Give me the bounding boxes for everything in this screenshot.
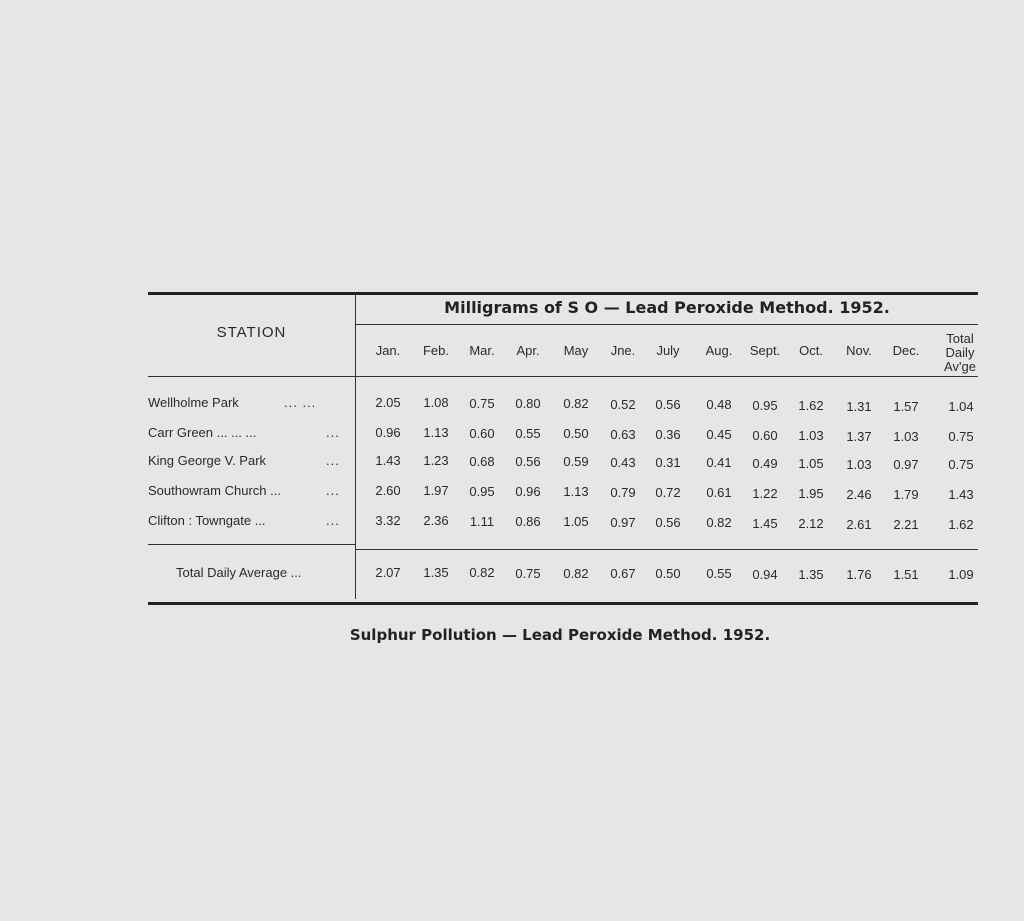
table-cell: 3.32: [375, 513, 401, 528]
row-total-cell: 0.75: [948, 429, 974, 444]
total-row-cell: 1.76: [846, 567, 872, 582]
table-title: Milligrams of S O — Lead Peroxide Method. 1952.: [444, 298, 890, 317]
table-cell: 0.79: [610, 484, 636, 500]
month-header: Nov.: [846, 343, 872, 358]
table-cell: 1.95: [798, 486, 824, 502]
total-row-cell: 0.94: [752, 566, 778, 582]
table-cell: 0.52: [610, 396, 636, 412]
header-rule: [148, 376, 978, 377]
table-top-rule: [148, 292, 978, 295]
total-row-cell: 0.55: [706, 566, 732, 582]
row-total-cell: 1.62: [948, 517, 974, 532]
table-cell: 1.13: [563, 484, 589, 500]
table-cell: 2.36: [423, 513, 449, 529]
month-header: Mar.: [469, 343, 495, 358]
total-rule-right: [356, 549, 978, 550]
station-name: Clifton : Towngate ...: [148, 513, 266, 528]
table-cell: 0.56: [655, 515, 681, 531]
table-cell: 0.95: [469, 483, 495, 499]
table-cell: 2.60: [375, 483, 401, 498]
table-cell: 2.46: [846, 486, 872, 502]
total-row-cell: 0.75: [515, 565, 541, 581]
table-cell: 2.05: [375, 395, 401, 410]
table-cell: 1.13: [423, 425, 449, 441]
table-cell: 0.56: [655, 397, 681, 413]
table-cell: 0.82: [706, 515, 732, 531]
station-name: Southowram Church ...: [148, 483, 281, 498]
total-row-cell: 2.07: [375, 565, 401, 580]
table-cell: 0.96: [375, 425, 401, 440]
total-row-cell: 1.35: [423, 565, 449, 581]
station-divider: [355, 295, 356, 599]
month-header: Sept.: [749, 343, 781, 358]
total-row-cell: 1.51: [893, 567, 919, 583]
total-row-cell: 0.67: [610, 566, 636, 581]
month-header: Apr.: [516, 343, 540, 358]
row-total-cell: 1.04: [948, 399, 974, 414]
station-header: STATION: [216, 324, 287, 341]
station-name: Wellholme Park: [148, 395, 239, 410]
table-cell: 0.31: [655, 455, 681, 471]
table-cell: 1.45: [752, 515, 778, 531]
table-cell: 0.59: [563, 454, 589, 470]
table-cell: 0.97: [893, 456, 919, 472]
total-header-line: Av'ge: [944, 359, 976, 374]
table-cell: 0.97: [610, 514, 636, 530]
table-cell: 1.05: [798, 456, 824, 472]
table-cell: 0.43: [610, 454, 636, 470]
month-header: July: [656, 343, 680, 358]
total-row-cell: 0.50: [655, 566, 681, 582]
table-cell: 0.48: [706, 397, 732, 413]
table-cell: 1.97: [423, 483, 449, 499]
leader-dots: ...: [326, 453, 340, 468]
leader-dots: ...: [326, 483, 340, 498]
month-header: Oct.: [799, 343, 823, 358]
leader-dots: ...: [326, 513, 340, 528]
table-cell: 0.56: [515, 454, 541, 470]
table-cell: 1.43: [375, 453, 401, 468]
leader-dots: ... ...: [284, 395, 317, 410]
table-cell: 0.49: [752, 455, 778, 471]
month-header: Jan.: [375, 343, 401, 358]
months-rule: [356, 324, 978, 325]
table-cell: 1.11: [469, 513, 495, 529]
month-header: Jne.: [610, 343, 636, 358]
station-name: King George V. Park: [148, 453, 267, 468]
total-row-cell: 0.82: [469, 565, 495, 581]
month-header: Dec.: [892, 343, 920, 358]
table-cell: 1.05: [563, 514, 589, 530]
leader-dots: ...: [326, 425, 340, 440]
table-cell: 0.68: [469, 453, 495, 469]
total-rule-left: [148, 544, 355, 545]
table-cell: 0.60: [752, 427, 778, 443]
grand-total-cell: 1.09: [948, 567, 974, 582]
table-caption: Sulphur Pollution — Lead Peroxide Method. 1952.: [349, 626, 771, 644]
table-cell: 1.22: [752, 485, 778, 501]
table-cell: 0.36: [655, 427, 681, 443]
total-header-line: Daily: [945, 345, 975, 360]
table-cell: 0.80: [515, 396, 541, 412]
table-cell: 1.03: [798, 428, 824, 444]
table-cell: 0.63: [610, 426, 636, 442]
station-name: Carr Green ... ... ...: [148, 425, 257, 440]
total-header-line: Total: [946, 331, 974, 346]
table-cell: 0.45: [706, 427, 732, 443]
total-row-label: Total Daily Average ...: [176, 565, 302, 580]
table-cell: 0.72: [655, 485, 681, 501]
table-cell: 1.23: [423, 453, 449, 469]
table-cell: 2.12: [798, 516, 824, 532]
row-total-cell: 1.43: [948, 487, 974, 502]
table-cell: 0.41: [706, 455, 732, 471]
table-cell: 1.31: [846, 398, 872, 414]
table-cell: 1.08: [423, 395, 449, 411]
table-cell: 0.55: [515, 426, 541, 442]
total-daily-average-header: [938, 332, 982, 374]
table-cell: 0.82: [563, 396, 589, 412]
pollution-table: [148, 292, 978, 606]
month-header: Aug.: [705, 343, 733, 358]
table-cell: 0.60: [469, 425, 495, 441]
table-bottom-rule: [148, 602, 978, 605]
table-cell: 0.95: [752, 397, 778, 413]
month-header: May: [563, 343, 589, 358]
table-cell: 2.61: [846, 516, 872, 532]
table-cell: 0.50: [563, 426, 589, 442]
table-cell: 1.62: [798, 398, 824, 414]
table-cell: 0.86: [515, 514, 541, 530]
total-row-cell: 0.82: [563, 565, 589, 581]
month-header: Feb.: [422, 343, 449, 358]
table-cell: 0.61: [706, 485, 732, 501]
table-cell: 1.37: [846, 428, 872, 444]
row-total-cell: 0.75: [948, 457, 974, 472]
table-cell: 1.57: [893, 398, 919, 414]
table-cell: 1.79: [893, 486, 919, 502]
table-cell: 2.21: [893, 516, 919, 532]
total-row-cell: 1.35: [798, 566, 824, 582]
table-cell: 1.03: [893, 428, 919, 444]
table-cell: 1.03: [846, 456, 872, 472]
table-cell: 0.75: [469, 395, 495, 411]
table-cell: 0.96: [515, 484, 541, 500]
